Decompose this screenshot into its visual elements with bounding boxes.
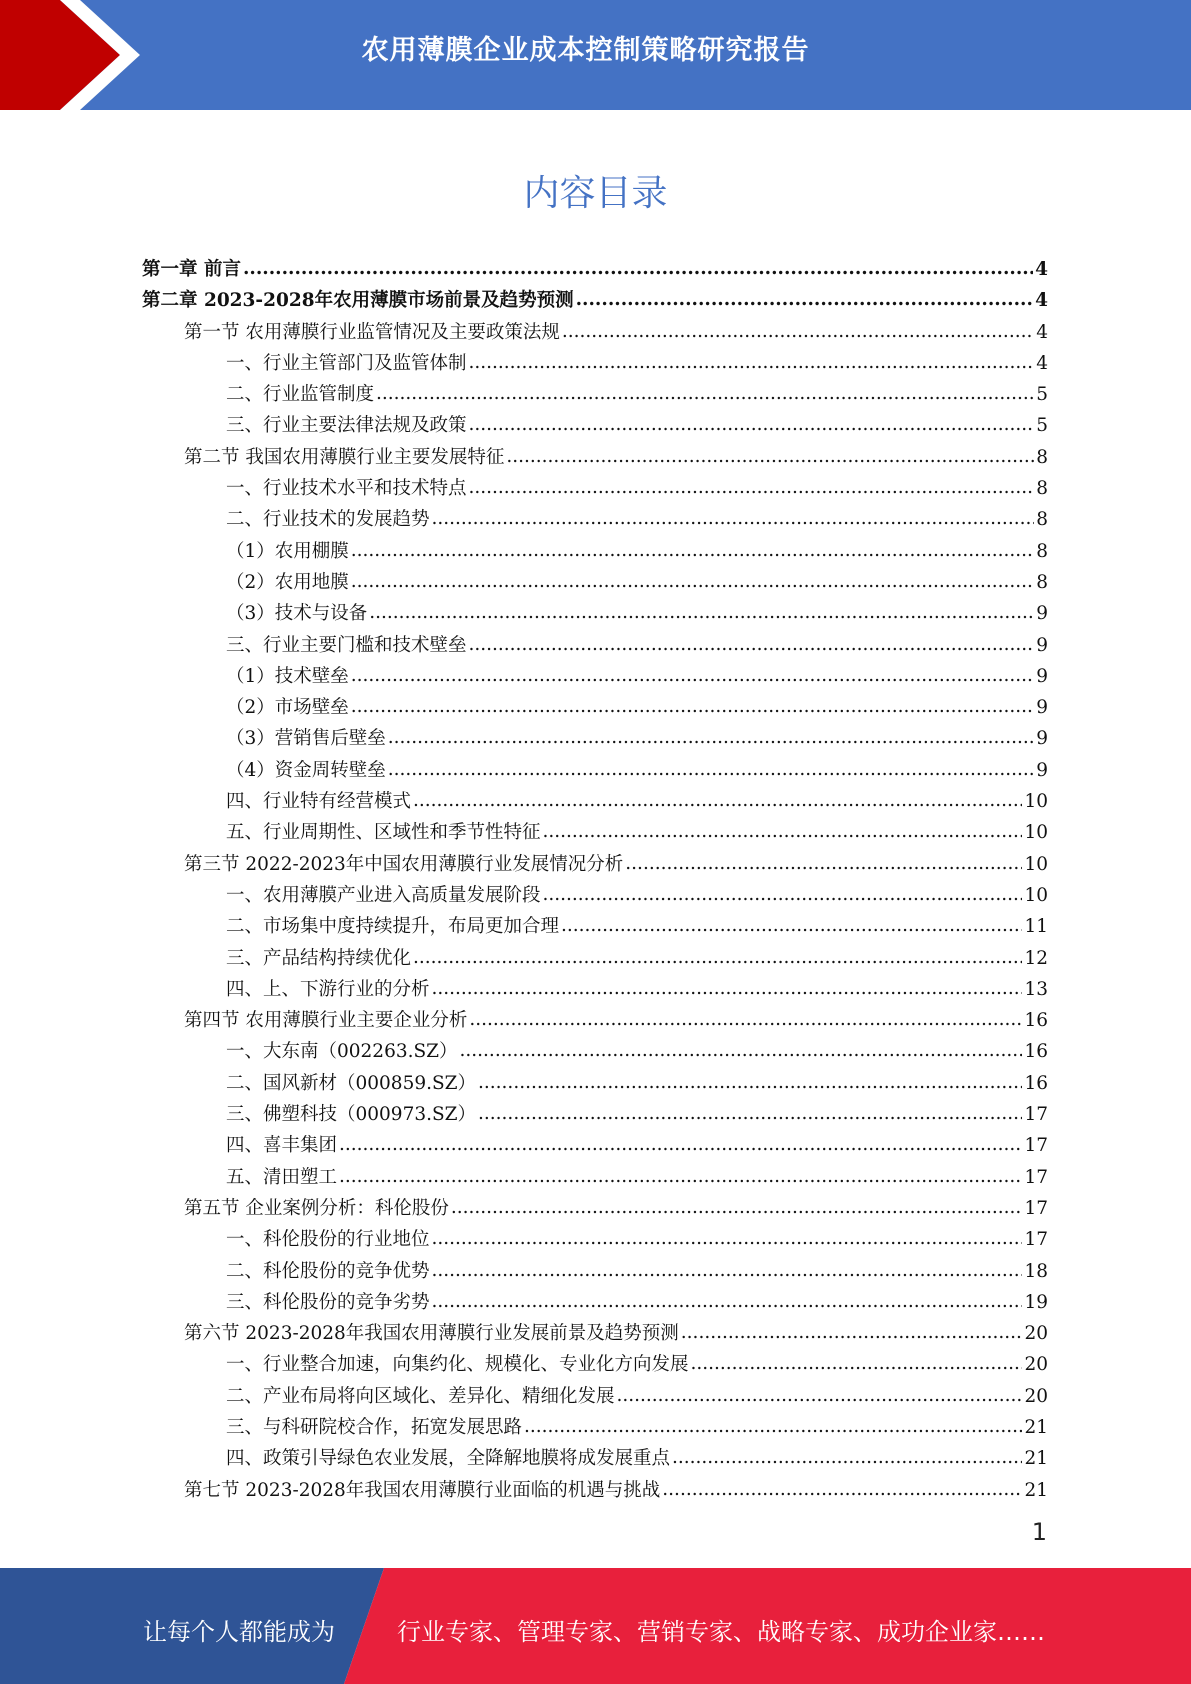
- toc-leader-dots: [432, 973, 1023, 1004]
- toc-entry-page: 9: [1036, 728, 1048, 750]
- toc-entry-title: 第二章 2023-2028年农用薄膜市场前景及趋势预测: [142, 290, 574, 312]
- toc-leader-dots: [413, 785, 1022, 816]
- toc-entry-page: 20: [1024, 1385, 1048, 1407]
- toc-entry-title: 四、行业特有经营模式: [226, 791, 412, 813]
- footer-bar: [0, 1568, 1191, 1684]
- toc-leader-dots: [469, 347, 1035, 378]
- toc-section-entry[interactable]: [142, 1318, 1048, 1349]
- toc-entry-title: 四、政策引导绿色农业发展，全降解地膜将成发展重点: [226, 1448, 671, 1470]
- toc-subsection-entry[interactable]: [142, 504, 1048, 535]
- toc-subsection-entry[interactable]: [142, 911, 1048, 942]
- toc-entry-title: 二、产业布局将向区域化、差异化、精细化发展: [226, 1385, 615, 1407]
- toc-entry-title: （1）农用棚膜: [226, 540, 349, 562]
- toc-subsection-entry[interactable]: [142, 567, 1048, 598]
- toc-entry-title: （2）农用地膜: [226, 571, 349, 593]
- toc-entry-title: 第四节 农用薄膜行业主要企业分析: [184, 1010, 468, 1032]
- toc-entry-page: 16: [1024, 1041, 1048, 1063]
- toc-entry-title: 三、产品结构持续优化: [226, 947, 412, 969]
- toc-subsection-entry[interactable]: [142, 1099, 1048, 1130]
- toc-entry-page: 12: [1024, 947, 1048, 969]
- toc-leader-dots: [469, 1004, 1022, 1035]
- toc-entry-page: 9: [1036, 665, 1048, 687]
- toc-entry-page: 4: [1035, 259, 1048, 280]
- toc-leader-dots: [672, 1442, 1022, 1473]
- toc-entry-page: 21: [1024, 1479, 1048, 1501]
- toc-leader-dots: [478, 1098, 1022, 1129]
- toc-section-entry[interactable]: [142, 442, 1048, 473]
- toc-entry-page: 10: [1024, 884, 1048, 906]
- toc-leader-dots: [369, 597, 1034, 628]
- footer-slogan-right: 行业专家、管理专家、营销专家、战略专家、成功企业家……: [397, 1618, 1045, 1646]
- toc-subsection-entry[interactable]: [142, 473, 1048, 504]
- report-title: 农用薄膜企业成本控制策略研究报告: [361, 35, 810, 66]
- toc-leader-dots: [413, 942, 1022, 973]
- toc-subsection-entry[interactable]: [142, 1036, 1048, 1067]
- toc-entry-page: 20: [1024, 1354, 1048, 1376]
- toc-entry-page: 8: [1036, 446, 1048, 468]
- toc-entry-page: 10: [1024, 822, 1048, 844]
- toc-entry-page: 10: [1024, 791, 1048, 813]
- toc-entry-title: （1）技术壁垒: [226, 665, 349, 687]
- toc-entry-title: 第一章 前言: [142, 259, 241, 280]
- toc-entry-title: 一、大东南（002263.SZ）: [226, 1041, 458, 1063]
- toc-leader-dots: [469, 472, 1035, 503]
- toc-heading: 内容目录: [523, 173, 668, 214]
- toc-leader-dots: [376, 378, 1034, 409]
- toc-leader-dots: [562, 316, 1034, 347]
- toc-entry-page: 19: [1024, 1291, 1048, 1313]
- toc-subsection-entry[interactable]: [142, 817, 1048, 848]
- toc-entry-title: 第二节 我国农用薄膜行业主要发展特征: [184, 446, 505, 468]
- toc-leader-dots: [469, 629, 1035, 660]
- toc-entry-page: 4: [1036, 321, 1048, 343]
- header-arrow-decoration: [0, 0, 160, 110]
- toc-subsection-entry[interactable]: [142, 723, 1048, 754]
- toc-entry-title: 三、科伦股份的竞争劣势: [226, 1291, 430, 1313]
- toc-entry-title: 三、行业主要门槛和技术壁垒: [226, 634, 467, 656]
- toc-entry-title: 一、行业整合加速，向集约化、规模化、专业化方向发展: [226, 1354, 689, 1376]
- toc-subsection-entry[interactable]: [142, 1162, 1048, 1193]
- toc-entry-page: 17: [1024, 1197, 1048, 1219]
- toc-section-entry[interactable]: [142, 1005, 1048, 1036]
- table-of-contents: [142, 254, 1048, 1506]
- toc-entry-title: 二、行业技术的发展趋势: [226, 509, 430, 531]
- toc-section-entry[interactable]: [142, 317, 1048, 348]
- toc-leader-dots: [432, 1255, 1023, 1286]
- toc-subsection-entry[interactable]: [142, 755, 1048, 786]
- toc-entry-title: 五、清田塑工: [226, 1166, 338, 1188]
- toc-subsection-entry[interactable]: [142, 1068, 1048, 1099]
- toc-entry-page: 17: [1024, 1229, 1048, 1251]
- toc-entry-page: 21: [1024, 1448, 1048, 1470]
- toc-entry-title: （3）技术与设备: [226, 603, 368, 625]
- toc-leader-dots: [506, 441, 1034, 472]
- toc-entry-title: 一、农用薄膜产业进入高质量发展阶段: [226, 884, 541, 906]
- toc-entry-page: 8: [1036, 478, 1048, 500]
- toc-entry-title: 第五节 企业案例分析：科伦股份: [184, 1197, 449, 1219]
- toc-leader-dots: [524, 1411, 1022, 1442]
- toc-entry-page: 8: [1036, 509, 1048, 531]
- toc-leader-dots: [543, 879, 1023, 910]
- toc-entry-page: 17: [1024, 1104, 1048, 1126]
- toc-entry-title: 三、与科研院校合作，拓宽发展思路: [226, 1416, 523, 1438]
- toc-leader-dots: [576, 284, 1034, 315]
- toc-entry-title: （3）营销售后壁垒: [226, 728, 386, 750]
- toc-leader-dots: [351, 691, 1034, 722]
- toc-entry-page: 5: [1036, 415, 1048, 437]
- toc-subsection-entry[interactable]: [142, 410, 1048, 441]
- toc-subsection-entry[interactable]: [142, 536, 1048, 567]
- toc-leader-dots: [561, 910, 1022, 941]
- toc-entry-page: 18: [1024, 1260, 1048, 1282]
- toc-entry-title: 四、上、下游行业的分析: [226, 978, 430, 1000]
- toc-leader-dots: [432, 1286, 1023, 1317]
- toc-leader-dots: [662, 1474, 1022, 1505]
- toc-entry-title: （2）市场壁垒: [226, 697, 349, 719]
- toc-leader-dots: [543, 816, 1023, 847]
- header-bar: [0, 0, 1191, 110]
- toc-leader-dots: [351, 566, 1034, 597]
- toc-subsection-entry[interactable]: [142, 630, 1048, 661]
- toc-subsection-entry[interactable]: [142, 1224, 1048, 1255]
- toc-entry-page: 17: [1024, 1166, 1048, 1188]
- toc-subsection-entry[interactable]: [142, 1287, 1048, 1318]
- toc-entry-page: 9: [1036, 759, 1048, 781]
- toc-entry-page: 21: [1024, 1416, 1048, 1438]
- toc-entry-title: 四、喜丰集团: [226, 1135, 338, 1157]
- toc-chapter-entry[interactable]: [142, 285, 1048, 316]
- toc-entry-page: 16: [1024, 1072, 1048, 1094]
- toc-subsection-entry[interactable]: [142, 1412, 1048, 1443]
- toc-entry-page: 4: [1035, 290, 1048, 312]
- toc-leader-dots: [351, 535, 1034, 566]
- toc-entry-page: 5: [1036, 384, 1048, 406]
- toc-entry-title: 第六节 2023-2028年我国农用薄膜行业发展前景及趋势预测: [184, 1323, 679, 1345]
- toc-subsection-entry[interactable]: [142, 598, 1048, 629]
- toc-leader-dots: [388, 754, 1034, 785]
- toc-chapter-entry[interactable]: [142, 254, 1048, 285]
- toc-leader-dots: [339, 1161, 1022, 1192]
- toc-entry-page: 8: [1036, 540, 1048, 562]
- toc-entry-page: 4: [1036, 352, 1048, 374]
- toc-entry-title: 第一节 农用薄膜行业监管情况及主要政策法规: [184, 321, 560, 343]
- toc-leader-dots: [388, 722, 1034, 753]
- toc-leader-dots: [432, 1223, 1023, 1254]
- toc-subsection-entry[interactable]: [142, 1443, 1048, 1474]
- toc-subsection-entry[interactable]: [142, 661, 1048, 692]
- toc-entry-title: 一、科伦股份的行业地位: [226, 1229, 430, 1251]
- page-number: 1: [1031, 1518, 1047, 1546]
- toc-entry-page: 10: [1024, 853, 1048, 875]
- toc-entry-page: 17: [1024, 1135, 1048, 1157]
- toc-entry-title: 三、行业主要法律法规及政策: [226, 415, 467, 437]
- toc-leader-dots: [681, 1317, 1023, 1348]
- toc-entry-title: 二、国风新材（000859.SZ）: [226, 1072, 477, 1094]
- toc-entry-page: 20: [1024, 1323, 1048, 1345]
- toc-entry-title: 二、行业监管制度: [226, 384, 375, 406]
- toc-leader-dots: [243, 253, 1033, 284]
- toc-entry-page: 9: [1036, 634, 1048, 656]
- toc-entry-page: 8: [1036, 571, 1048, 593]
- toc-subsection-entry[interactable]: [142, 1256, 1048, 1287]
- toc-entry-title: （4）资金周转壁垒: [226, 759, 386, 781]
- toc-subsection-entry[interactable]: [142, 692, 1048, 723]
- toc-entry-page: 9: [1036, 697, 1048, 719]
- toc-subsection-entry[interactable]: [142, 348, 1048, 379]
- toc-subsection-entry[interactable]: [142, 786, 1048, 817]
- toc-entry-title: 五、行业周期性、区域性和季节性特征: [226, 822, 541, 844]
- toc-entry-page: 13: [1024, 978, 1048, 1000]
- toc-leader-dots: [351, 660, 1034, 691]
- toc-section-entry[interactable]: [142, 1193, 1048, 1224]
- toc-leader-dots: [460, 1035, 1023, 1066]
- toc-entry-title: 第七节 2023-2028年我国农用薄膜行业面临的机遇与挑战: [184, 1479, 661, 1501]
- toc-entry-page: 9: [1036, 603, 1048, 625]
- toc-entry-title: 一、行业主管部门及监管体制: [226, 352, 467, 374]
- toc-leader-dots: [339, 1129, 1022, 1160]
- toc-leader-dots: [625, 848, 1022, 879]
- toc-subsection-entry[interactable]: [142, 880, 1048, 911]
- toc-leader-dots: [451, 1192, 1023, 1223]
- toc-leader-dots: [469, 409, 1035, 440]
- toc-entry-title: 三、佛塑科技（000973.SZ）: [226, 1104, 477, 1126]
- toc-entry-title: 二、科伦股份的竞争优势: [226, 1260, 430, 1282]
- toc-subsection-entry[interactable]: [142, 379, 1048, 410]
- toc-leader-dots: [617, 1380, 1023, 1411]
- toc-section-entry[interactable]: [142, 1475, 1048, 1506]
- toc-entry-title: 第三节 2022-2023年中国农用薄膜行业发展情况分析: [184, 853, 624, 875]
- toc-subsection-entry[interactable]: [142, 943, 1048, 974]
- footer-slogan-left: 让每个人都能成为: [143, 1618, 335, 1646]
- toc-entry-title: 一、行业技术水平和技术特点: [226, 478, 467, 500]
- toc-leader-dots: [478, 1067, 1022, 1098]
- toc-subsection-entry[interactable]: [142, 1349, 1048, 1380]
- toc-subsection-entry[interactable]: [142, 1381, 1048, 1412]
- toc-leader-dots: [691, 1348, 1023, 1379]
- toc-entry-page: 11: [1024, 916, 1048, 938]
- toc-subsection-entry[interactable]: [142, 974, 1048, 1005]
- toc-leader-dots: [432, 503, 1035, 534]
- toc-section-entry[interactable]: [142, 849, 1048, 880]
- toc-subsection-entry[interactable]: [142, 1130, 1048, 1161]
- toc-entry-page: 16: [1024, 1010, 1048, 1032]
- toc-entry-title: 二、市场集中度持续提升，布局更加合理: [226, 916, 560, 938]
